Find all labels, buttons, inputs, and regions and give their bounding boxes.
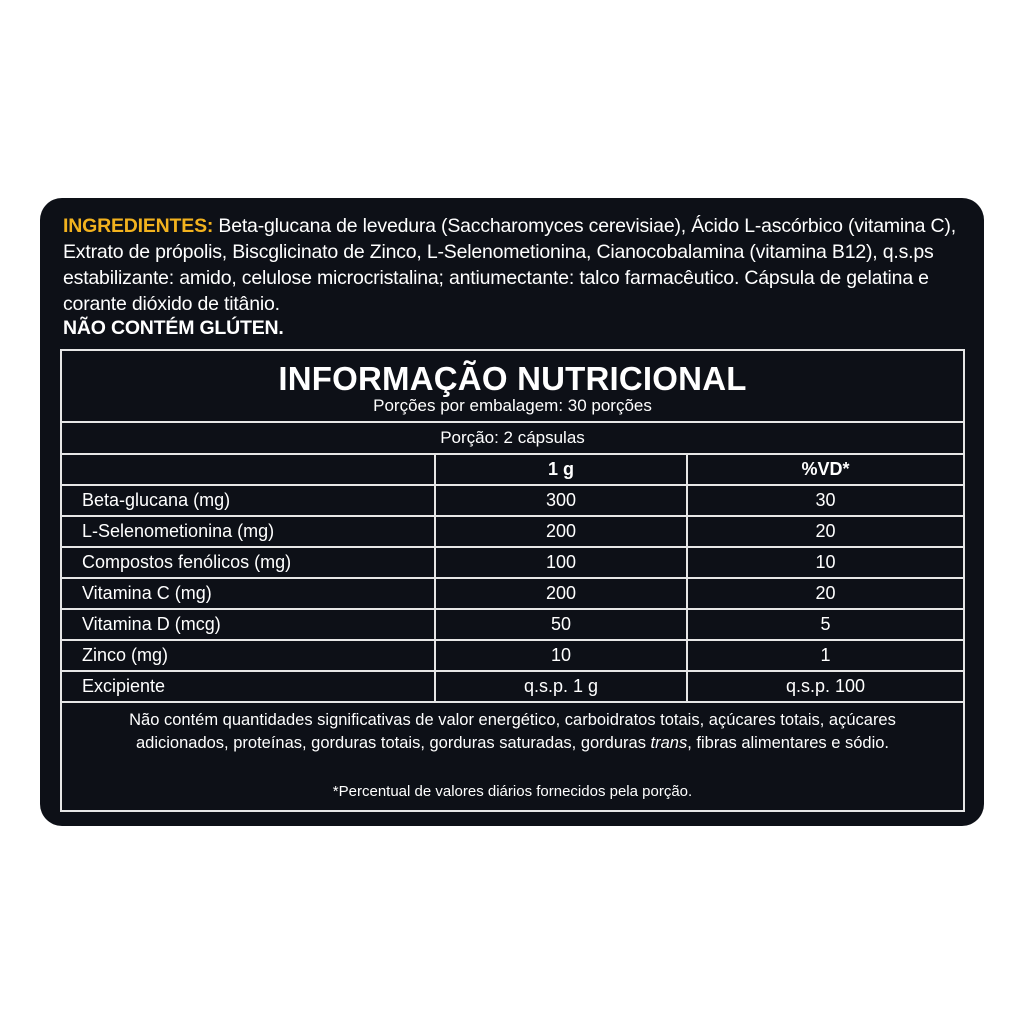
nutrient-name: Excipiente bbox=[82, 676, 166, 696]
nutrient-name: Zinco (mg) bbox=[82, 645, 169, 665]
ingredients-text: Beta-glucana de levedura (Saccharomyces cerevisiae), Ácido L-ascórbico (vitamina C), Extrato de própolis, Biscglicinato de Zinco, L-Selenometionina, Cianocobalamina (vitamina B12), q.s.ps estabilizante: amido, celulose microcristalina; antiumectante: talco farmacêutico. Cápsula de gelatina e corante dióxido de titânio. bbox=[63, 215, 956, 315]
serving-size: Porção: 2 cápsulas bbox=[62, 423, 963, 455]
nutrient-amount: q.s.p. 1 g bbox=[434, 672, 686, 701]
dv-footnote: *Percentual de valores diários fornecidos pela porção. bbox=[332, 783, 693, 800]
nutrient-name: Vitamina D (mcg) bbox=[82, 614, 221, 634]
nutrient-dv: 1 bbox=[686, 641, 963, 670]
table-row bbox=[62, 641, 963, 672]
table-row bbox=[62, 610, 963, 641]
ingredients-section bbox=[63, 213, 963, 341]
nutrition-header bbox=[62, 351, 963, 423]
table-row bbox=[62, 486, 963, 517]
gluten-notice: NÃO CONTÉM GLÚTEN. bbox=[63, 317, 284, 339]
table-row bbox=[62, 672, 963, 703]
ingredients-label: INGREDIENTES: bbox=[63, 215, 214, 237]
note-trans: trans bbox=[650, 734, 688, 752]
table-row bbox=[62, 517, 963, 548]
note-text-end: , fibras alimentares e sódio. bbox=[687, 734, 889, 752]
nutrition-label-card bbox=[40, 198, 984, 826]
nutrient-amount: 200 bbox=[434, 579, 686, 608]
header-dv: %VD* bbox=[686, 455, 963, 484]
nutrient-name: Compostos fenólicos (mg) bbox=[82, 552, 292, 572]
nutrition-table bbox=[60, 349, 965, 812]
nutrient-dv: 30 bbox=[686, 486, 963, 515]
nutrient-name: Vitamina C (mg) bbox=[82, 583, 212, 603]
nutrient-amount: 100 bbox=[434, 548, 686, 577]
nutrient-dv: 20 bbox=[686, 517, 963, 546]
nutrition-title: INFORMAÇÃO NUTRICIONAL bbox=[278, 360, 747, 397]
nutrient-grid bbox=[62, 455, 963, 701]
note-text-start: Não contém quantidades significativas de valor energético, carboidratos totais, açúcares totais, açúcares adicionados, proteínas, gorduras totais, gorduras saturadas, gorduras bbox=[129, 711, 896, 752]
nutrient-dv: q.s.p. 100 bbox=[686, 672, 963, 701]
table-row bbox=[62, 548, 963, 579]
table-header-row bbox=[62, 455, 963, 486]
nutrient-dv: 10 bbox=[686, 548, 963, 577]
significance-note bbox=[62, 709, 963, 755]
nutrient-amount: 10 bbox=[434, 641, 686, 670]
nutrient-dv: 20 bbox=[686, 579, 963, 608]
nutrient-amount: 200 bbox=[434, 517, 686, 546]
nutrient-dv: 5 bbox=[686, 610, 963, 639]
table-row bbox=[62, 579, 963, 610]
servings-per-package: Porções por embalagem: 30 porções bbox=[373, 396, 652, 415]
nutrient-name: L-Selenometionina (mg) bbox=[82, 521, 275, 541]
nutrient-amount: 300 bbox=[434, 486, 686, 515]
header-amount: 1 g bbox=[434, 455, 686, 484]
nutrient-name: Beta-glucana (mg) bbox=[82, 490, 231, 510]
header-nutrient bbox=[62, 455, 434, 484]
nutrient-amount: 50 bbox=[434, 610, 686, 639]
